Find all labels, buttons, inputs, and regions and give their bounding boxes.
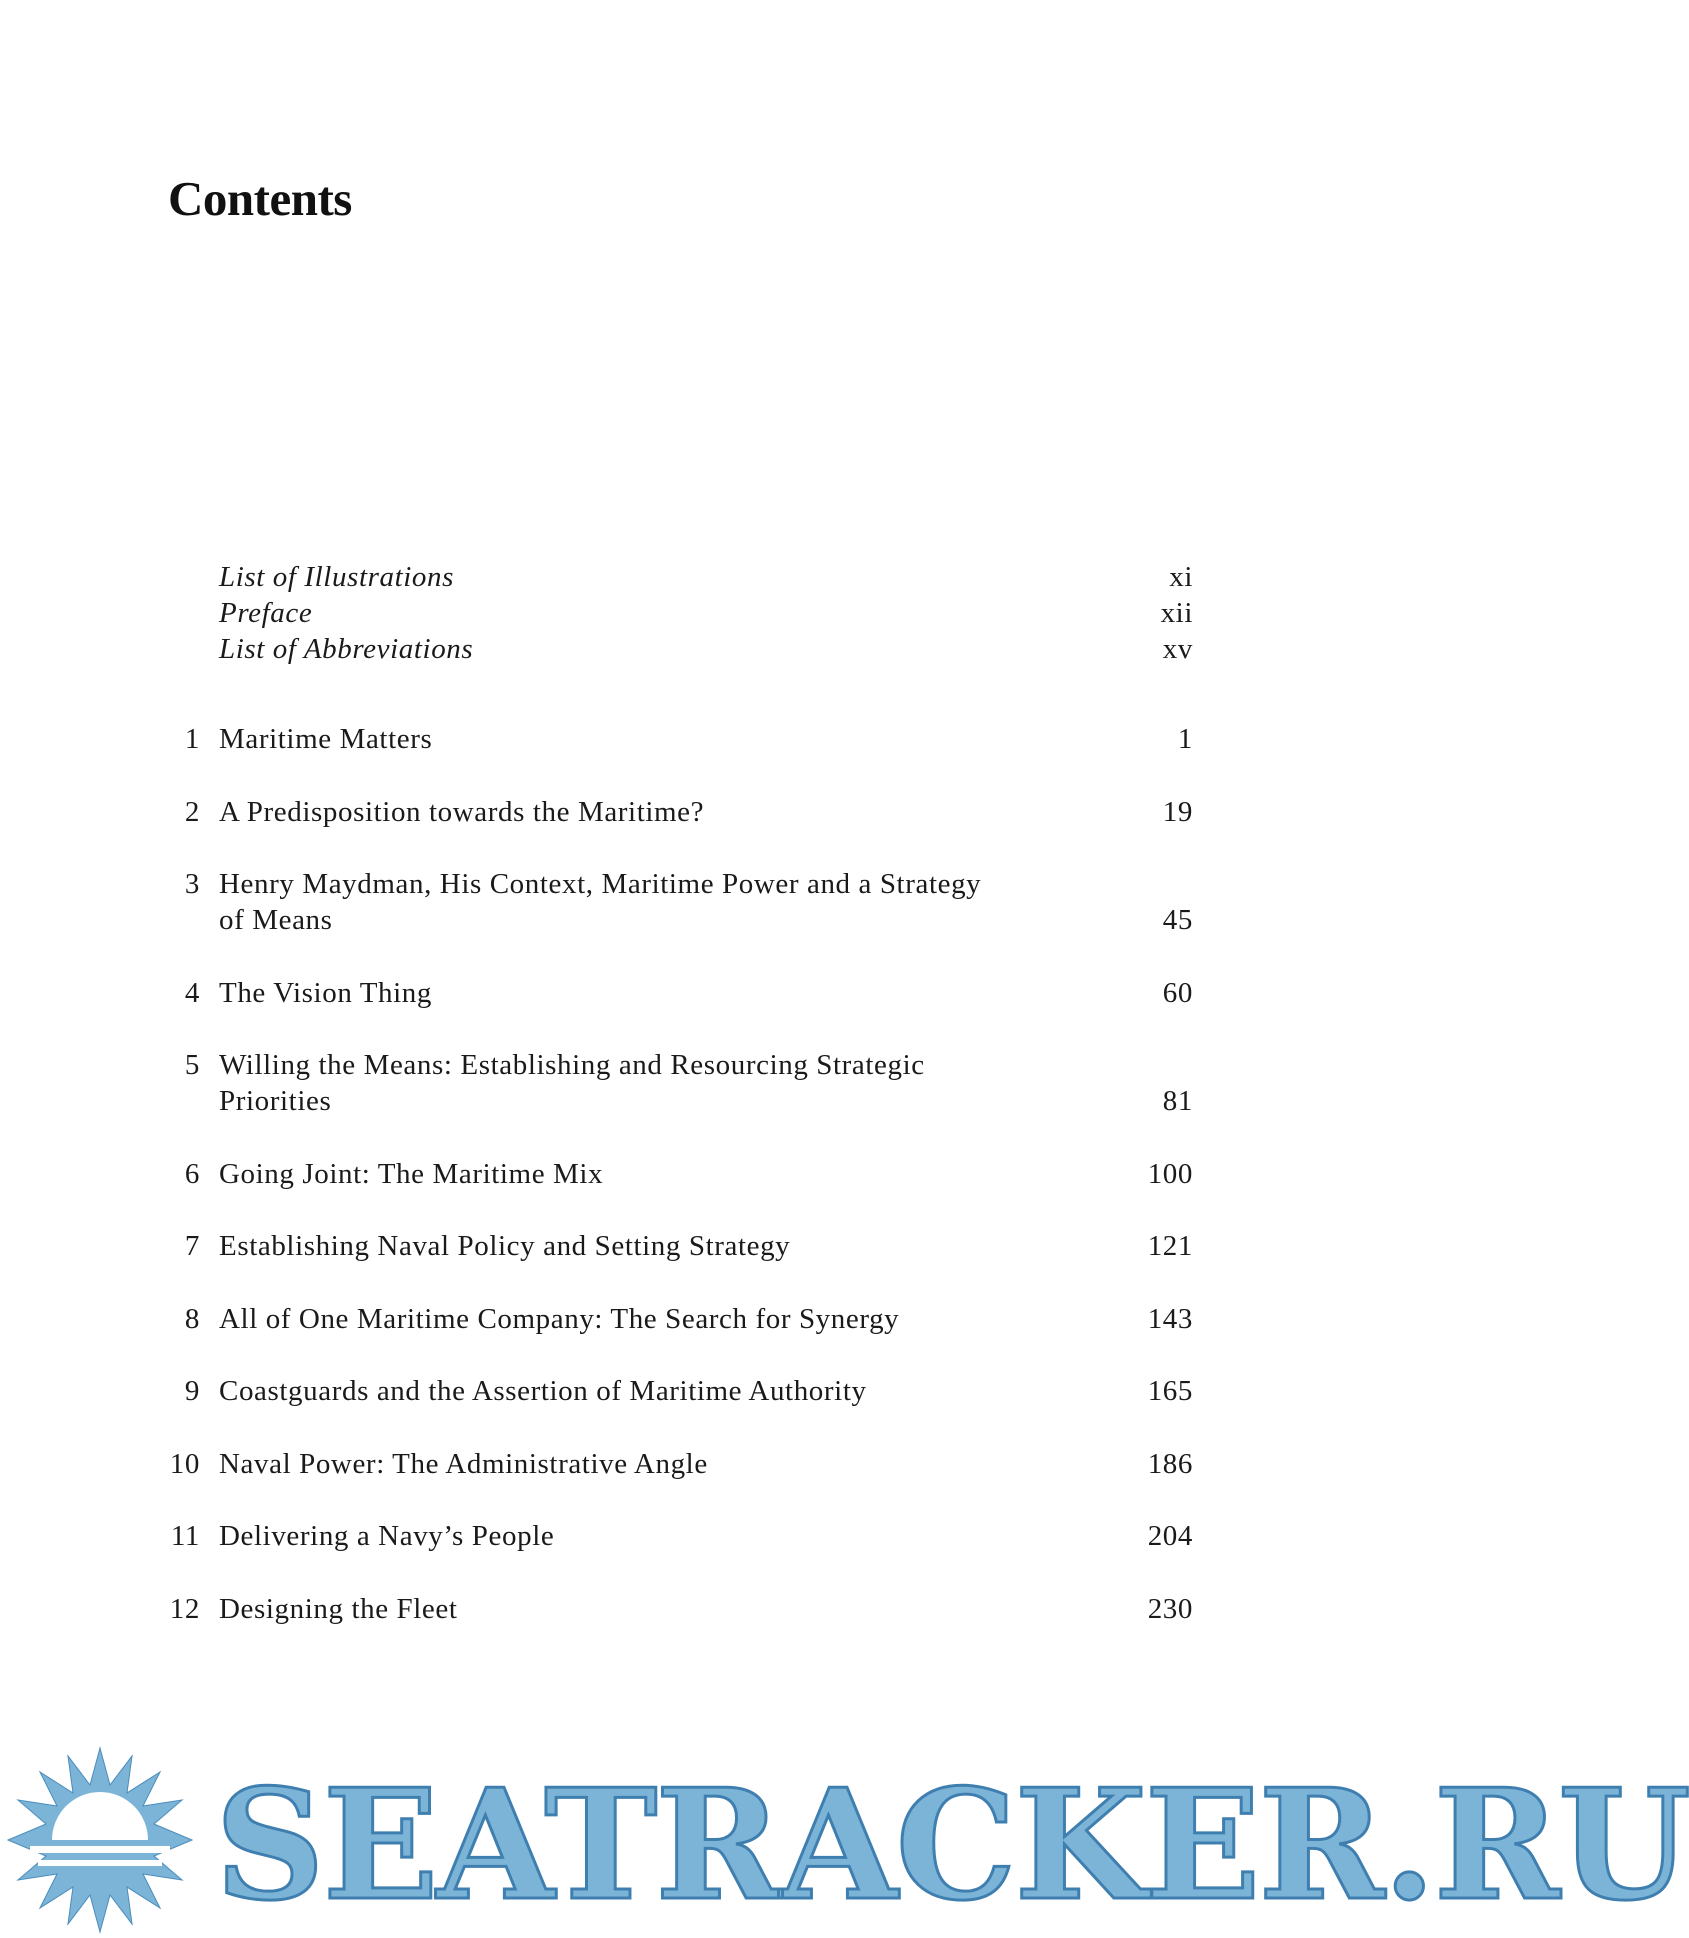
chapter-number: 9 [184, 1375, 200, 1407]
toc-entry-title: Going Joint: The Maritime Mix [219, 1158, 604, 1190]
toc-title-line: Priorities [219, 1085, 332, 1117]
toc-title-line: Henry Maydman, His Context, Maritime Power and a Strategy [219, 868, 982, 900]
chapter-number: 12 [169, 1593, 200, 1625]
toc-page-number: xii [1160, 597, 1193, 629]
toc-chapter-item[interactable] [160, 866, 1193, 938]
toc-page-number: 100 [1147, 1158, 1193, 1190]
toc-entry-title: A Predisposition towards the Maritime? [219, 796, 705, 828]
toc-title-line: of Means [219, 904, 333, 936]
toc-entry-title: The Vision Thing [219, 977, 433, 1009]
toc-title-line: Willing the Means: Establishing and Resourcing Strategic [219, 1049, 925, 1081]
toc-page-number: 1 [1177, 723, 1193, 755]
chapter-number: 10 [169, 1448, 200, 1480]
toc-entry-title: Maritime Matters [219, 723, 433, 755]
toc-entry-title: Delivering a Navy’s People [219, 1520, 555, 1552]
chapter-number: 11 [170, 1520, 200, 1552]
toc-page-number: 230 [1147, 1593, 1193, 1625]
toc-entry-title: Naval Power: The Administrative Angle [219, 1448, 708, 1480]
chapter-number: 7 [184, 1230, 200, 1262]
toc-chapter-item[interactable] [160, 1047, 1193, 1119]
chapter-number: 3 [184, 868, 200, 900]
chapter-number: 1 [184, 723, 200, 755]
page-title: Contents [168, 171, 352, 226]
toc-page-number: 186 [1147, 1448, 1193, 1480]
toc-entry-title: Coastguards and the Assertion of Maritime Authority [219, 1375, 867, 1407]
toc-entry-title: Preface [219, 597, 313, 629]
toc-page-number: xv [1162, 633, 1193, 665]
chapter-number: 6 [184, 1158, 200, 1190]
toc-page-number: 165 [1147, 1375, 1193, 1407]
toc-entry-title: Designing the Fleet [219, 1593, 458, 1625]
toc-page-number: 19 [1162, 796, 1193, 828]
chapter-number: 5 [184, 1049, 200, 1081]
toc-entry-title [219, 1047, 1099, 1119]
toc-entry-title: Establishing Naval Policy and Setting Strategy [219, 1230, 791, 1262]
chapter-number: 8 [184, 1303, 200, 1335]
toc-page-number: 45 [1162, 904, 1193, 936]
toc-entry-title: List of Illustrations [219, 561, 454, 593]
toc-page-number: 204 [1147, 1520, 1193, 1552]
toc-page-number: 121 [1147, 1230, 1193, 1262]
toc-entry-title [219, 866, 1099, 938]
toc-entry-title: List of Abbreviations [219, 633, 474, 665]
toc-entry-title: All of One Maritime Company: The Search for Synergy [219, 1303, 900, 1335]
chapter-number: 2 [184, 796, 200, 828]
toc-page-number: 60 [1162, 977, 1193, 1009]
chapter-number: 4 [184, 977, 200, 1009]
sun-over-sea-icon [8, 1748, 192, 1932]
toc-page-number: xi [1169, 561, 1193, 593]
toc-page-number: 81 [1162, 1085, 1193, 1117]
toc-page-number: 143 [1147, 1303, 1193, 1335]
watermark-text: SEATRACKER.RU [215, 1755, 1689, 1934]
